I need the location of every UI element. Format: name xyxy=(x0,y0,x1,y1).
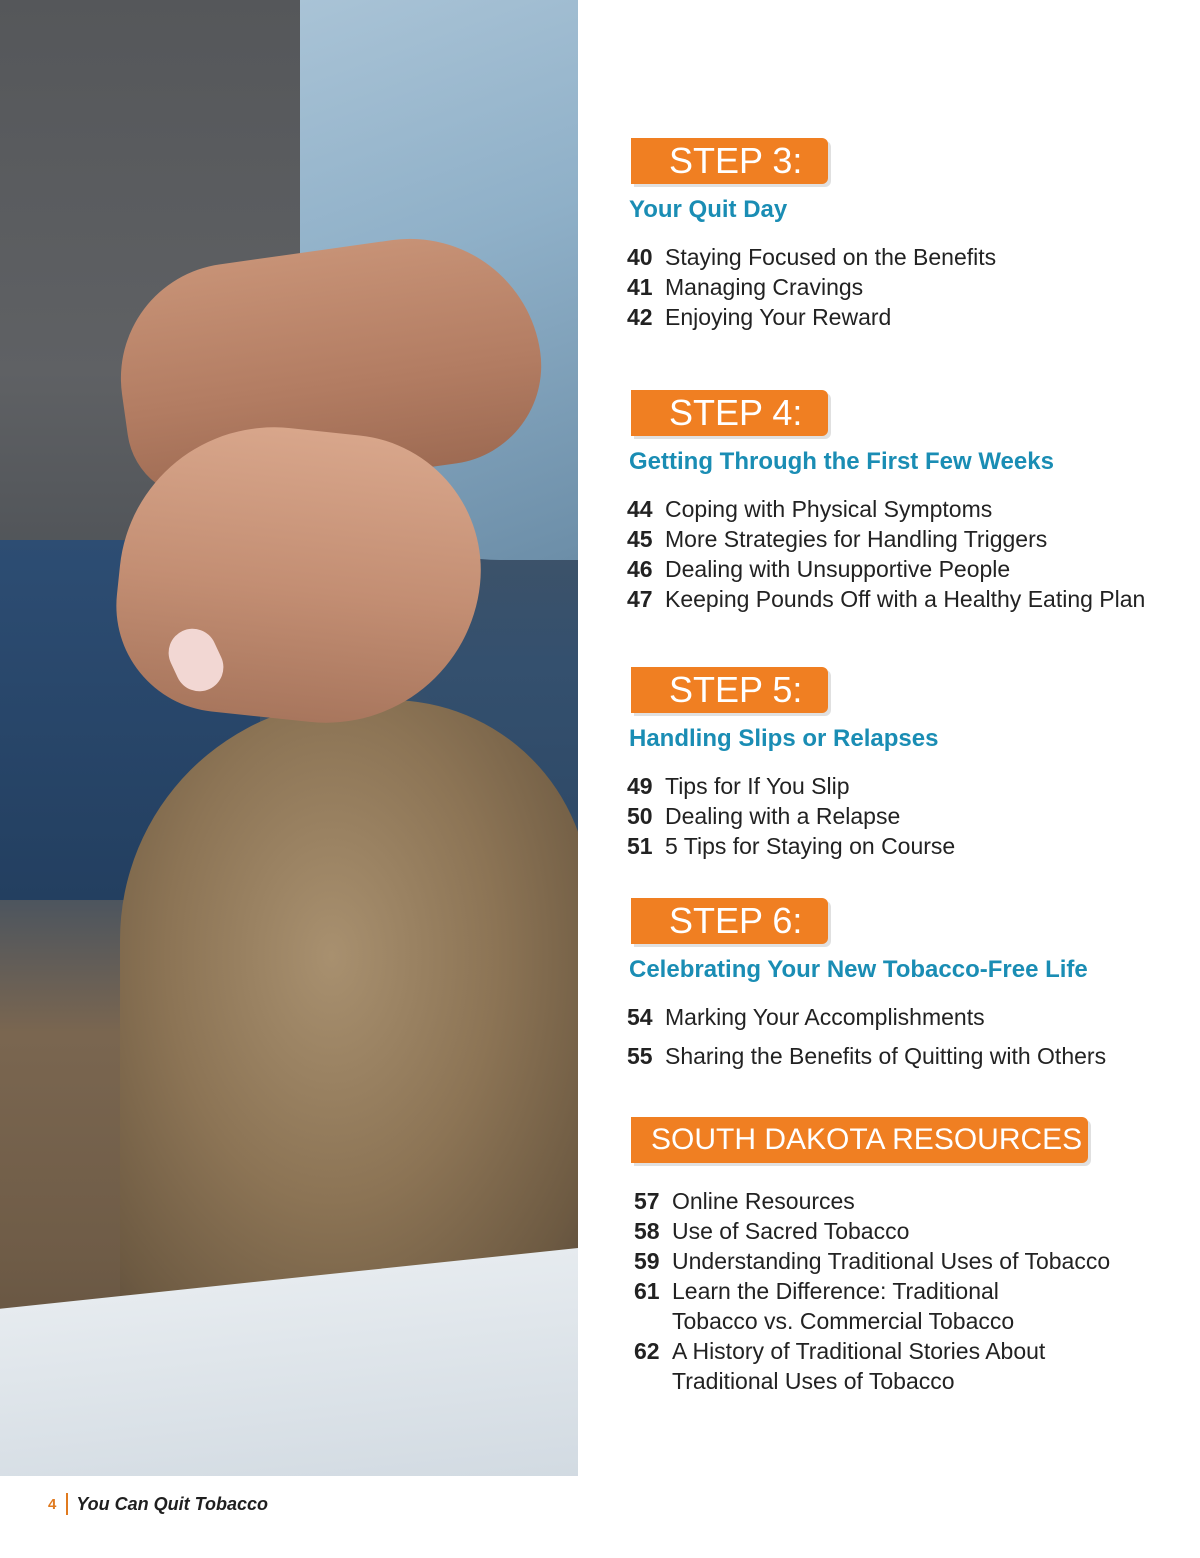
step-5-title: Handling Slips or Relapses xyxy=(629,725,939,752)
toc-page-number: 45 xyxy=(627,526,653,552)
document-title: You Can Quit Tobacco xyxy=(76,1493,269,1514)
step-4-tab: STEP 4: xyxy=(631,390,828,436)
resources-tab: SOUTH DAKOTA RESOURCES xyxy=(631,1117,1088,1163)
toc-page-number: 42 xyxy=(627,304,653,330)
toc-item-label: Staying Focused on the Benefits xyxy=(665,244,997,270)
toc-item[interactable] xyxy=(634,1246,1110,1276)
toc-item[interactable] xyxy=(627,584,1145,614)
toc-item-label: Enjoying Your Reward xyxy=(665,304,892,330)
toc-page-number: 51 xyxy=(627,833,653,859)
toc-item-label: More Strategies for Handling Triggers xyxy=(665,526,1048,552)
step-3-title: Your Quit Day xyxy=(629,196,788,223)
toc-item-label: Sharing the Benefits of Quitting with Others xyxy=(665,1043,1107,1069)
toc-page-number: 54 xyxy=(627,1004,653,1030)
toc-page-number: 44 xyxy=(627,496,653,522)
toc-item[interactable] xyxy=(627,524,1047,554)
toc-item-label: Coping with Physical Symptoms xyxy=(665,496,993,522)
toc-item-label-continued: Traditional Uses of Tobacco xyxy=(672,1368,955,1394)
toc-page-number: 40 xyxy=(627,244,653,270)
toc-item[interactable] xyxy=(627,1041,1106,1071)
toc-page-number: 46 xyxy=(627,556,653,582)
toc-item-label: Marking Your Accomplishments xyxy=(665,1004,985,1030)
step-5-tab: STEP 5: xyxy=(631,667,828,713)
toc-item[interactable] xyxy=(627,302,891,332)
toc-item-label: Dealing with Unsupportive People xyxy=(665,556,1011,582)
cover-photo xyxy=(0,0,578,1476)
photo-paper xyxy=(0,1247,578,1476)
toc-item-label: Managing Cravings xyxy=(665,274,864,300)
toc-page-number: 58 xyxy=(634,1218,660,1244)
toc-page-number: 50 xyxy=(627,803,653,829)
page-footer xyxy=(48,1490,268,1518)
step-6-tab: STEP 6: xyxy=(631,898,828,944)
toc-item-label: Learn the Difference: Traditional xyxy=(672,1278,999,1304)
toc-item[interactable] xyxy=(627,1002,985,1032)
toc-page-number: 57 xyxy=(634,1188,660,1214)
footer-divider xyxy=(66,1493,68,1515)
toc-item[interactable] xyxy=(627,494,992,524)
toc-page-number: 49 xyxy=(627,773,653,799)
toc-page-number: 61 xyxy=(634,1278,660,1304)
toc-item[interactable] xyxy=(627,272,863,302)
toc-item-label: 5 Tips for Staying on Course xyxy=(665,833,956,859)
toc-item-label: Use of Sacred Tobacco xyxy=(672,1218,910,1244)
toc-page-number: 55 xyxy=(627,1043,653,1069)
toc-item-label: Dealing with a Relapse xyxy=(665,803,901,829)
toc-item[interactable] xyxy=(634,1186,855,1216)
toc-item[interactable] xyxy=(627,554,1010,584)
toc-item-label: A History of Traditional Stories About xyxy=(672,1338,1046,1364)
step-6-title: Celebrating Your New Tobacco-Free Life xyxy=(629,956,1088,983)
toc-item[interactable] xyxy=(627,831,955,861)
toc-item-label-continued: Tobacco vs. Commercial Tobacco xyxy=(672,1308,1015,1334)
photo-knee xyxy=(120,700,578,1340)
toc-item-label: Tips for If You Slip xyxy=(665,773,850,799)
toc-page-number: 62 xyxy=(634,1338,660,1364)
toc-page-number: 41 xyxy=(627,274,653,300)
toc-page-number: 47 xyxy=(627,586,653,612)
toc-item[interactable] xyxy=(627,242,996,272)
toc-item-label: Keeping Pounds Off with a Healthy Eating Plan xyxy=(665,586,1146,612)
toc-item[interactable] xyxy=(627,771,850,801)
toc-item-label: Online Resources xyxy=(672,1188,855,1214)
step-4-title: Getting Through the First Few Weeks xyxy=(629,448,1054,475)
toc-item[interactable] xyxy=(634,1276,1014,1336)
toc-item[interactable] xyxy=(627,801,900,831)
page-number: 4 xyxy=(48,1495,57,1513)
toc-item[interactable] xyxy=(634,1336,1045,1396)
step-3-tab: STEP 3: xyxy=(631,138,828,184)
toc-item[interactable] xyxy=(634,1216,909,1246)
toc-page-number: 59 xyxy=(634,1248,660,1274)
toc-item-label: Understanding Traditional Uses of Tobacco xyxy=(672,1248,1111,1274)
